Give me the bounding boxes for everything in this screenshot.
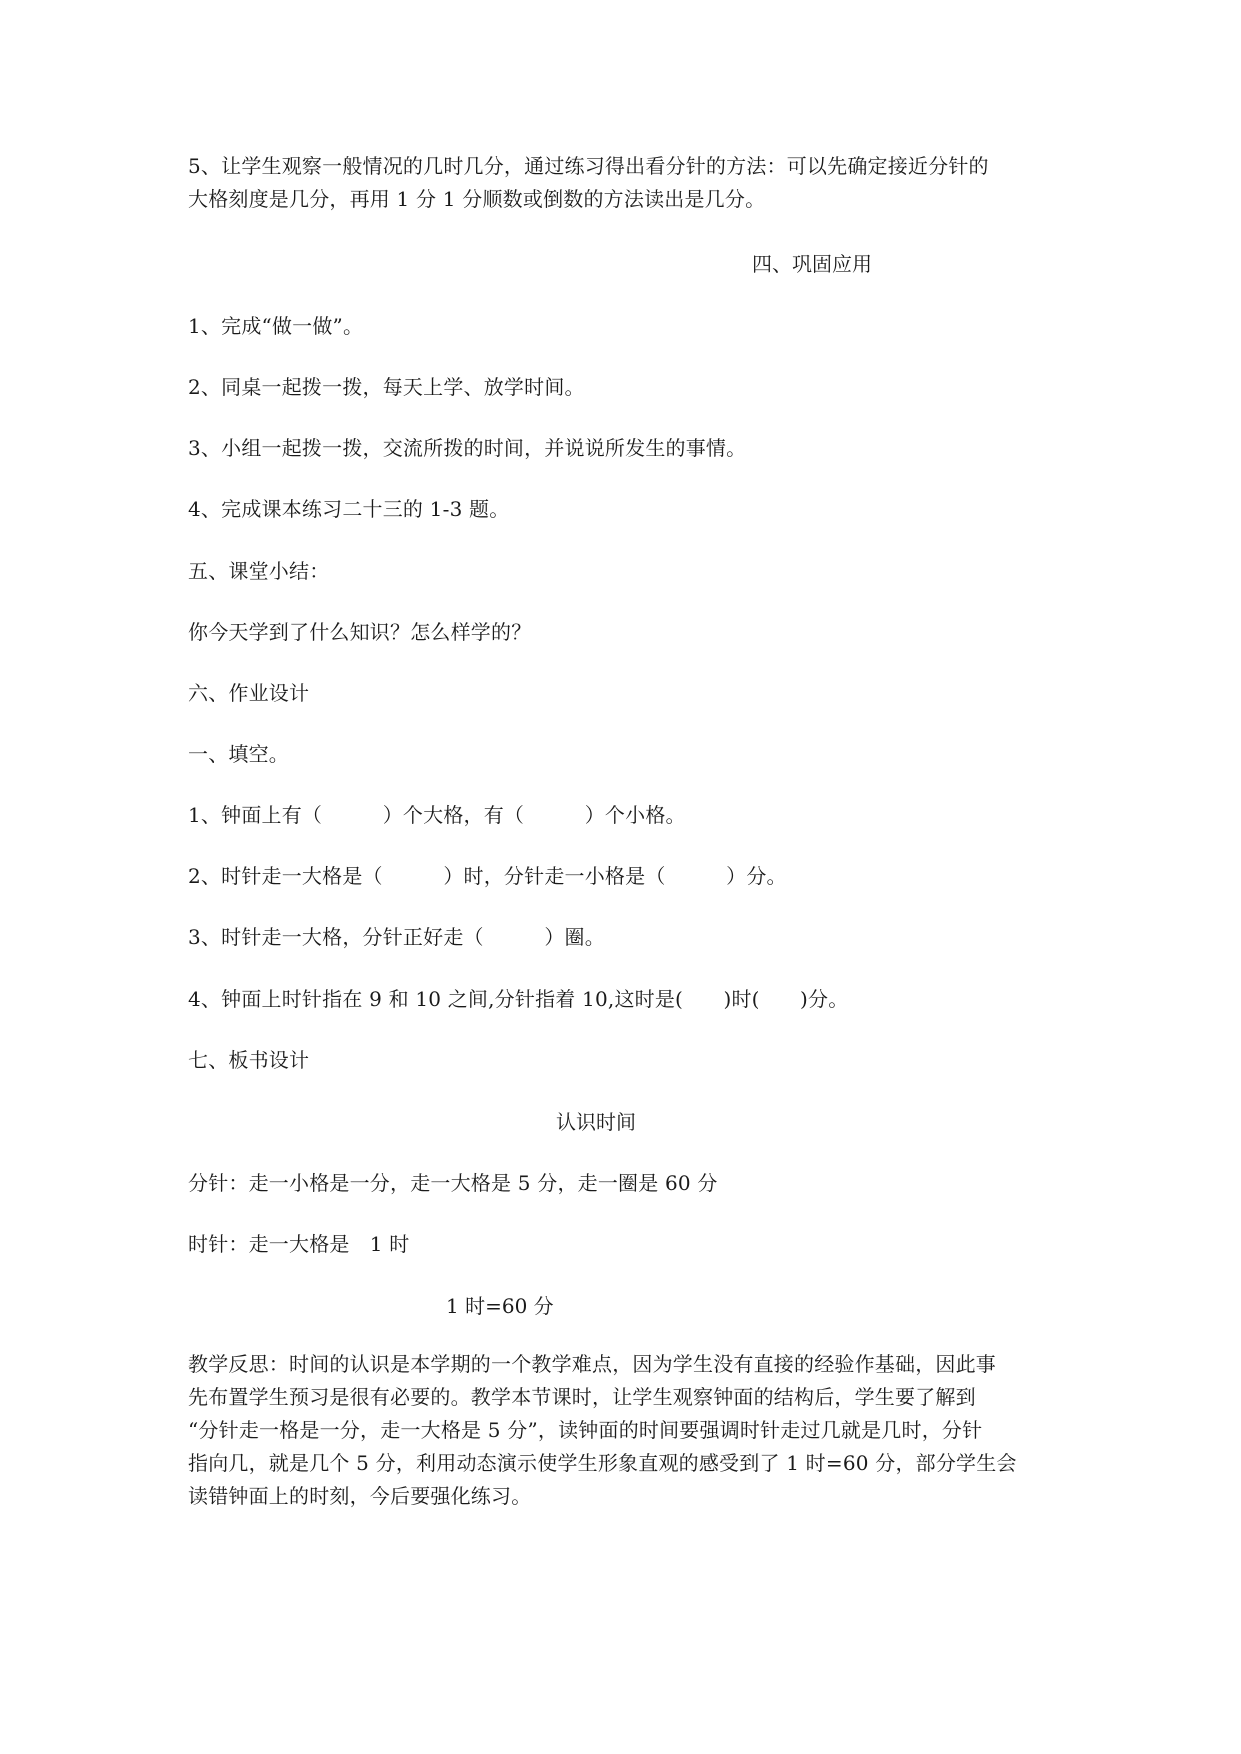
- step5-line2: 大格刻度是几分，再用 1 分 1 分顺数或倒数的方法读出是几分。: [188, 187, 766, 211]
- board-minute-hand: 分针：走一小格是一分，走一大格是 5 分，走一圈是 60 分: [188, 1171, 718, 1195]
- reflection-line: 指向几，就是几个 5 分，利用动态演示使学生形象直观的感受到了 1 时=60 分，部分学生会: [188, 1451, 1017, 1475]
- section-title-homework: 六、作业设计: [188, 681, 310, 705]
- consolidation-item-1: 1、完成“做一做”。: [188, 314, 364, 338]
- consolidation-item-3: 3、小组一起拨一拨，交流所拨的时间，并说说所发生的事情。: [188, 436, 747, 460]
- board-equation: 1 时=60 分: [446, 1294, 554, 1318]
- reflection-line: 先布置学生预习是很有必要的。教学本节课时，让学生观察钟面的结构后，学生要了解到: [188, 1385, 976, 1409]
- fill-blank-title: 一、填空。: [188, 742, 289, 766]
- consolidation-item-2: 2、同桌一起拨一拨，每天上学、放学时间。: [188, 375, 585, 399]
- fill-blank-1: 1、钟面上有（ ）个大格，有（ ）个小格。: [188, 803, 686, 827]
- reflection-line: 教学反思：时间的认识是本学期的一个教学难点，因为学生没有直接的经验作基础，因此事: [188, 1352, 996, 1376]
- fill-blank-3: 3、时针走一大格，分针正好走（ ）圈。: [188, 925, 605, 949]
- reflection-line: “分针走一格是一分，走一大格是 5 分”，读钟面的时间要强调时针走过几就是几时，分针: [188, 1418, 983, 1442]
- fill-blank-4: 4、钟面上时针指在 9 和 10 之间,分针指着 10,这时是( )时( )分。: [188, 987, 849, 1011]
- step5-line1: 5、让学生观察一般情况的几时几分，通过练习得出看分针的方法：可以先确定接近分针的: [188, 154, 989, 178]
- reflection-line: 读错钟面上的时刻，今后要强化练习。: [188, 1484, 532, 1508]
- fill-blank-2: 2、时针走一大格是（ ）时，分针走一小格是（ ）分。: [188, 864, 787, 888]
- section-title-board: 七、板书设计: [188, 1048, 310, 1072]
- teaching-reflection: [188, 1348, 1058, 1513]
- board-hour-hand: 时针：走一大格是 1 时: [188, 1232, 410, 1256]
- section-title-consolidation: 四、巩固应用: [752, 252, 872, 276]
- consolidation-item-4: 4、完成课本练习二十三的 1-3 题。: [188, 497, 510, 521]
- summary-question: 你今天学到了什么知识？怎么样学的？: [188, 620, 532, 644]
- board-title: 认识时间: [556, 1110, 636, 1134]
- section-title-summary: 五、课堂小结：: [188, 559, 330, 583]
